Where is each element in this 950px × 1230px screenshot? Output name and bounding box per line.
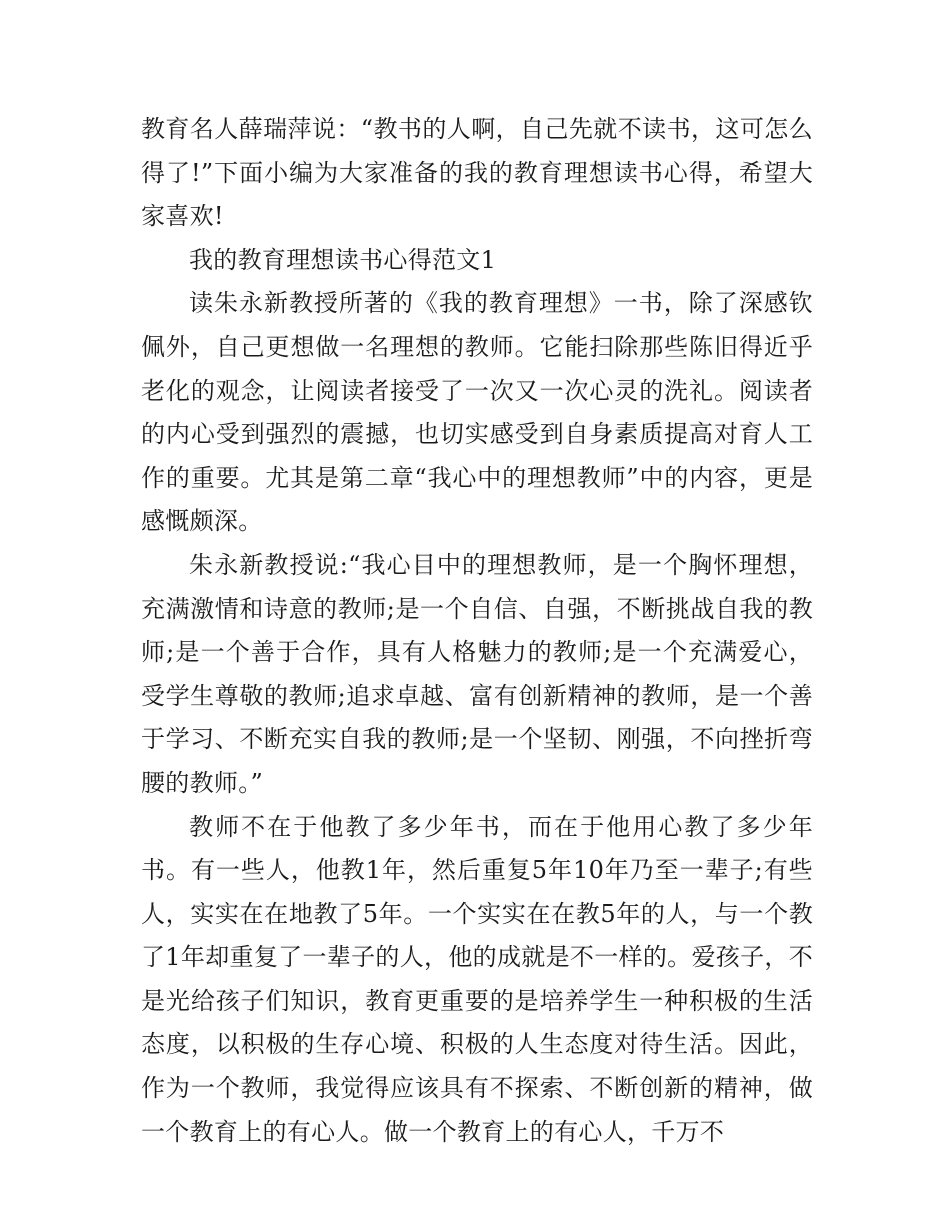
body-paragraph-3: 教师不在于他教了多少年书，而在于他用心教了多少年书。有一些人，他教1年，然后重复5年10年乃至一辈子;有些人，实实在在地教了5年。一个实实在在教5年的人，与一个教了1年却重复了一辈子的人，他的成就是不一样的。爱孩子，不是光给孩子们知识，教育更重要的是培养学生一种积极的生活态度，以积极的生存心境、积极的人生态度对待生活。因此，作为一个教师，我觉得应该具有不探索、不断创新的精神，做一个教育上的有心人。做一个教育上的有心人，千万不: [141, 812, 813, 1146]
section-heading: 我的教育理想读书心得范文1: [189, 245, 497, 274]
document-body: [141, 108, 813, 1154]
body-paragraph-2: 朱永新教授说:“我心目中的理想教师，是一个胸怀理想，充满激情和诗意的教师;是一个自信、自强，不断挑战自我的教师;是一个善于合作，具有人格魅力的教师;是一个充满爱心，受学生尊敬的教师;追求卓越、富有创新精神的教师，是一个善于学习、不断充实自我的教师;是一个坚韧、刚强，不向挫折弯腰的教师。”: [141, 550, 813, 797]
body-paragraph-1: 读朱永新教授所著的《我的教育理想》一书，除了深感钦佩外，自己更想做一名理想的教师。它能扫除那些陈旧得近乎老化的观念，让阅读者接受了一次又一次心灵的洗礼。阅读者的内心受到强烈的震撼，也切实感受到自身素质提高对育人工作的重要。尤其是第二章“我心中的理想教师”中的内容，更是感慨颇深。: [141, 289, 813, 536]
intro-paragraph: 教育名人薛瑞萍说：“教书的人啊，自己先就不读书，这可怎么得了!”下面小编为大家准备的我的教育理想读书心得，希望大家喜欢!: [141, 115, 813, 231]
